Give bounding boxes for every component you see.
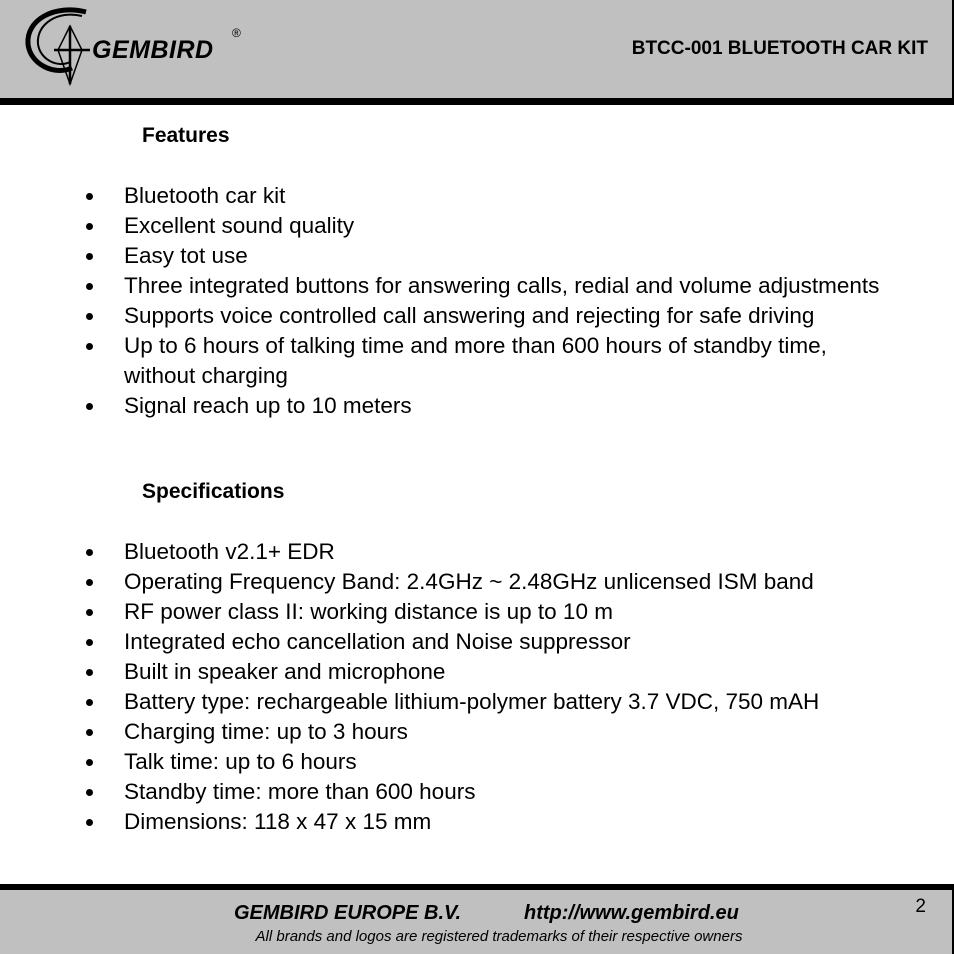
page-footer (0, 890, 954, 954)
specifications-heading: Specifications (142, 480, 285, 503)
footer-trademark-note: All brands and logos are registered trademarks of their respective owners (255, 928, 743, 945)
bullet-icon (86, 193, 93, 200)
list-item: Battery type: rechargeable lithium-polymer battery 3.7 VDC, 750 mAH (0, 687, 900, 717)
bullet-icon (86, 669, 93, 676)
bullet-icon (86, 609, 93, 616)
list-item: Signal reach up to 10 meters (0, 391, 900, 421)
list-item: Supports voice controlled call answering and rejecting for safe driving (0, 301, 900, 331)
list-item: Up to 6 hours of talking time and more than 600 hours of standby time, without charging (0, 331, 900, 391)
list-item: Built in speaker and microphone (0, 657, 900, 687)
specifications-list (0, 537, 900, 837)
bullet-icon (86, 579, 93, 586)
features-list (0, 181, 900, 421)
page-header (0, 0, 954, 98)
bullet-icon (86, 253, 93, 260)
list-item: Operating Frequency Band: 2.4GHz ~ 2.48GHz unlicensed ISM band (0, 567, 900, 597)
list-item: Integrated echo cancellation and Noise suppressor (0, 627, 900, 657)
list-item: Talk time: up to 6 hours (0, 747, 900, 777)
gembird-logo (24, 6, 264, 86)
bullet-icon (86, 403, 93, 410)
bullet-icon (86, 699, 93, 706)
footer-url-link[interactable]: http://www.gembird.eu (524, 902, 739, 924)
bullet-icon (86, 283, 93, 290)
list-item: Standby time: more than 600 hours (0, 777, 900, 807)
bullet-icon (86, 343, 93, 350)
page-number: 2 (915, 896, 926, 917)
list-item: Three integrated buttons for answering calls, redial and volume adjustments (0, 271, 900, 301)
footer-company: GEMBIRD EUROPE B.V. (234, 902, 462, 924)
features-heading: Features (142, 124, 230, 147)
logo-wordmark: GEMBIRD (92, 36, 214, 64)
list-item: RF power class II: working distance is up to 10 m (0, 597, 900, 627)
bullet-icon (86, 819, 93, 826)
list-item: Bluetooth car kit (0, 181, 900, 211)
bullet-icon (86, 549, 93, 556)
list-item: Bluetooth v2.1+ EDR (0, 537, 900, 567)
bullet-icon (86, 789, 93, 796)
document-title: BTCC-001 BLUETOOTH CAR KIT (631, 38, 928, 59)
list-item: Easy tot use (0, 241, 900, 271)
bullet-icon (86, 313, 93, 320)
list-item: Excellent sound quality (0, 211, 900, 241)
registered-mark: ® (232, 26, 241, 40)
bullet-icon (86, 223, 93, 230)
bullet-icon (86, 729, 93, 736)
list-item: Charging time: up to 3 hours (0, 717, 900, 747)
bullet-icon (86, 759, 93, 766)
header-divider (0, 98, 954, 105)
list-item: Dimensions: 118 x 47 x 15 mm (0, 807, 900, 837)
bullet-icon (86, 639, 93, 646)
